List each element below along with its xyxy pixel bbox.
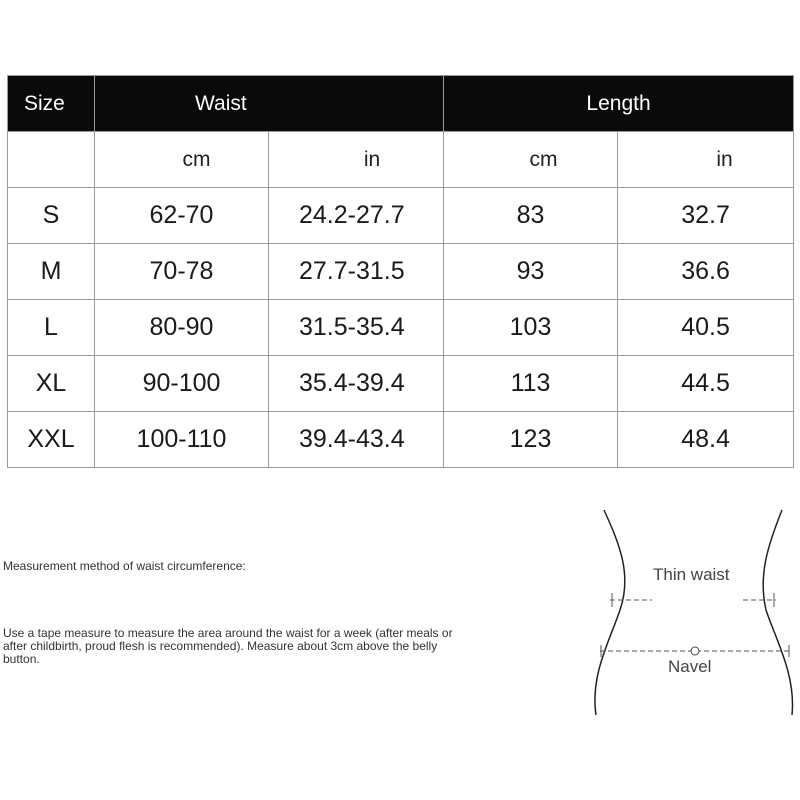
units-row [8,132,794,188]
waist-cm-cell: 90-100 [95,356,269,412]
thin-waist-label: Thin waist [653,565,730,584]
waist-cm-cell: 80-90 [95,300,269,356]
length-in-cell: 48.4 [618,412,794,468]
size-cell: M [8,244,95,300]
table-row [8,244,794,300]
length-cm-cell: 93 [444,244,618,300]
size-cell: L [8,300,95,356]
waist-header: Waist [95,76,444,132]
size-header: Size [8,76,95,132]
navel-label: Navel [668,657,712,676]
waist-diagram [590,505,800,720]
table-row [8,412,794,468]
waist-cm-cell: 70-78 [95,244,269,300]
measurement-method [3,560,463,666]
length-cm-unit: cm [444,132,618,188]
length-in-cell: 40.5 [618,300,794,356]
length-cm-cell: 83 [444,188,618,244]
body-outline-icon [590,505,800,720]
size-cell: S [8,188,95,244]
length-in-cell: 44.5 [618,356,794,412]
size-chart-table [7,75,794,468]
waist-in-cell: 31.5-35.4 [269,300,444,356]
waist-cm-unit: cm [95,132,269,188]
table-row [8,300,794,356]
length-cm-cell: 113 [444,356,618,412]
waist-cm-cell: 62-70 [95,188,269,244]
length-cm-cell: 103 [444,300,618,356]
length-in-cell: 32.7 [618,188,794,244]
waist-cm-cell: 100-110 [95,412,269,468]
table-row [8,356,794,412]
navel-icon [691,647,699,655]
waist-in-cell: 27.7-31.5 [269,244,444,300]
waist-in-unit: in [269,132,444,188]
units-empty-cell [8,132,95,188]
length-in-unit: in [618,132,794,188]
method-description: Use a tape measure to measure the area around the waist for a week (after meals or after childbirth, proud flesh is recommended). Measure about 3cm above the belly button. [3,626,453,666]
table-row [8,188,794,244]
length-cm-cell: 123 [444,412,618,468]
length-header: Length [444,76,794,132]
size-cell: XL [8,356,95,412]
waist-in-cell: 24.2-27.7 [269,188,444,244]
header-row [8,76,794,132]
length-in-cell: 36.6 [618,244,794,300]
method-title: Measurement method of waist circumference: [3,559,246,573]
waist-in-cell: 39.4-43.4 [269,412,444,468]
size-cell: XXL [8,412,95,468]
waist-in-cell: 35.4-39.4 [269,356,444,412]
